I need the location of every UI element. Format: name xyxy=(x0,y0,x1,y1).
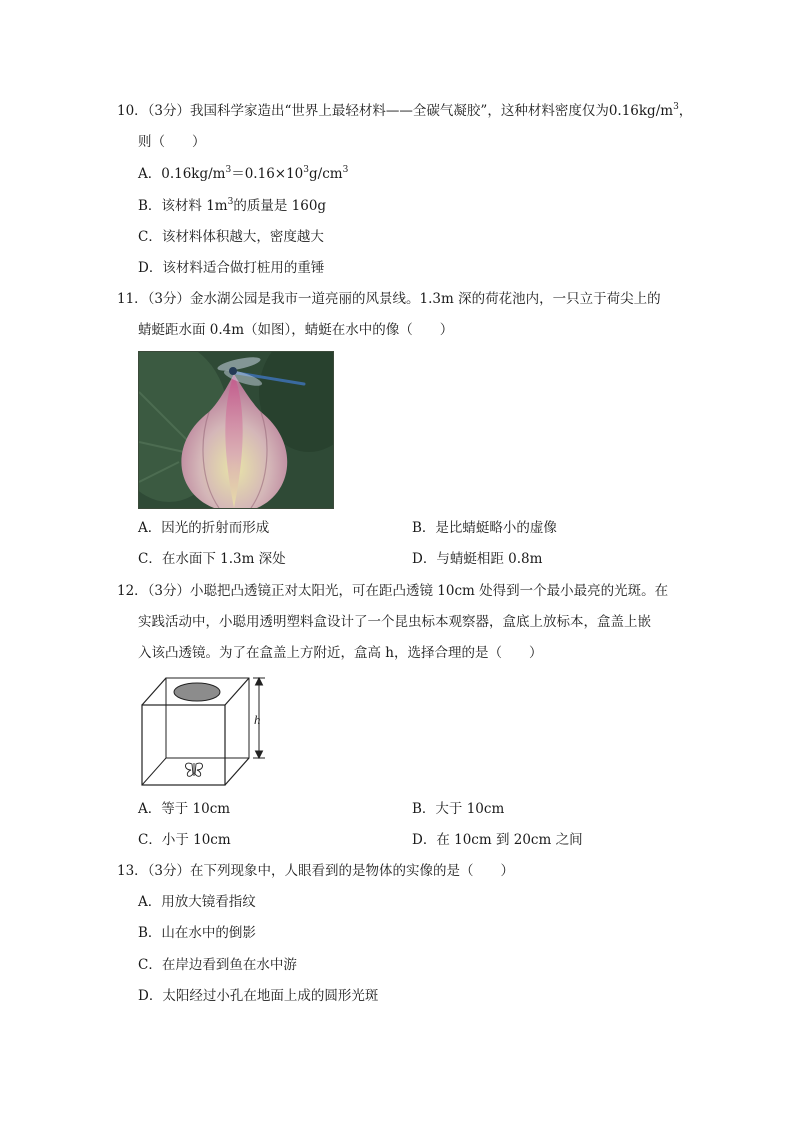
q10-a-part2: ＝0.16×10 xyxy=(231,166,304,182)
q10-tail: ， xyxy=(678,103,693,119)
q12-stem: 12．（3分）小聪把凸透镜正对太阳光，可在距凸透镜 10cm 处得到一个最小最亮的光斑。在 xyxy=(117,583,669,599)
lotus-dragonfly-illustration xyxy=(139,352,333,508)
q13-option-d: D．太阳经过小孔在地面上成的圆形光斑 xyxy=(138,988,379,1004)
q12-option-c: C．小于 10cm xyxy=(138,832,231,848)
q13-stem: 13．（3分）在下列现象中，人眼看到的是物体的实像的是（ ） xyxy=(117,863,515,879)
q10-b-part1: B．该材料 1m xyxy=(138,198,228,214)
q12-option-d: D．在 10cm 到 20cm 之间 xyxy=(412,832,583,848)
q11-option-b: B．是比蜻蜓略小的虚像 xyxy=(412,520,557,536)
butterfly-specimen-icon xyxy=(185,763,202,776)
q10-sup: 3 xyxy=(673,102,679,112)
q12-option-b: B．大于 10cm xyxy=(412,801,505,817)
height-label: h xyxy=(254,712,261,727)
q13-option-c: C．在岸边看到鱼在水中游 xyxy=(138,957,297,973)
q13-option-a: A．用放大镜看指纹 xyxy=(138,894,256,910)
q11-option-c: C．在水面下 1.3m 深处 xyxy=(138,551,286,567)
q11-option-d: D．与蜻蜓相距 0.8m xyxy=(412,551,543,567)
q10-stem-cont: 则（ ） xyxy=(138,134,206,150)
q10-a-sup2: 3 xyxy=(303,165,310,175)
q10-a-part1: A．0.16kg/m xyxy=(138,166,226,182)
q12-option-a: A．等于 10cm xyxy=(138,801,231,817)
insect-box-diagram xyxy=(138,672,278,794)
q10-option-a xyxy=(138,164,348,184)
q10-b-sup: 3 xyxy=(227,197,234,207)
q12-stem-cont2: 入该凸透镜。为了在盒盖上方附近，盒高 h，选择合理的是（ ） xyxy=(138,645,543,661)
q10-option-b xyxy=(138,196,326,216)
q10-text: 10．（3分）我国科学家造出“世界上最轻材料——全碳气凝胶”，这种材料密度仅为0.16kg/m xyxy=(117,103,674,119)
q10-b-part2: 的质量是 160g xyxy=(233,198,327,214)
q11-stem-cont: 蜻蜓距水面 0.4m（如图），蜻蜓在水中的像（ ） xyxy=(138,322,454,338)
q10-option-c: C．该材料体积越大，密度越大 xyxy=(138,229,324,245)
q10-a-sup3: 3 xyxy=(342,165,349,175)
q10-a-part3: g/cm xyxy=(309,166,343,182)
q10-a-sup1: 3 xyxy=(225,165,232,175)
q13-option-b: B．山在水中的倒影 xyxy=(138,925,256,941)
q10-option-d: D．该材料适合做打桩用的重锤 xyxy=(138,260,325,276)
lotus-dragonfly-photo xyxy=(138,351,334,509)
q12-stem-cont1: 实践活动中，小聪用透明塑料盒设计了一个昆虫标本观察器，盒底上放标本，盒盖上嵌 xyxy=(138,614,651,630)
box-diagram-svg xyxy=(138,672,278,790)
q10-stem xyxy=(117,101,692,121)
q11-option-a: A．因光的折射而形成 xyxy=(138,520,270,536)
q11-stem: 11．（3分）金水湖公园是我市一道亮丽的风景线。1.3m 深的荷花池内，一只立于荷尖上的 xyxy=(117,291,661,307)
lens-icon xyxy=(174,683,220,701)
